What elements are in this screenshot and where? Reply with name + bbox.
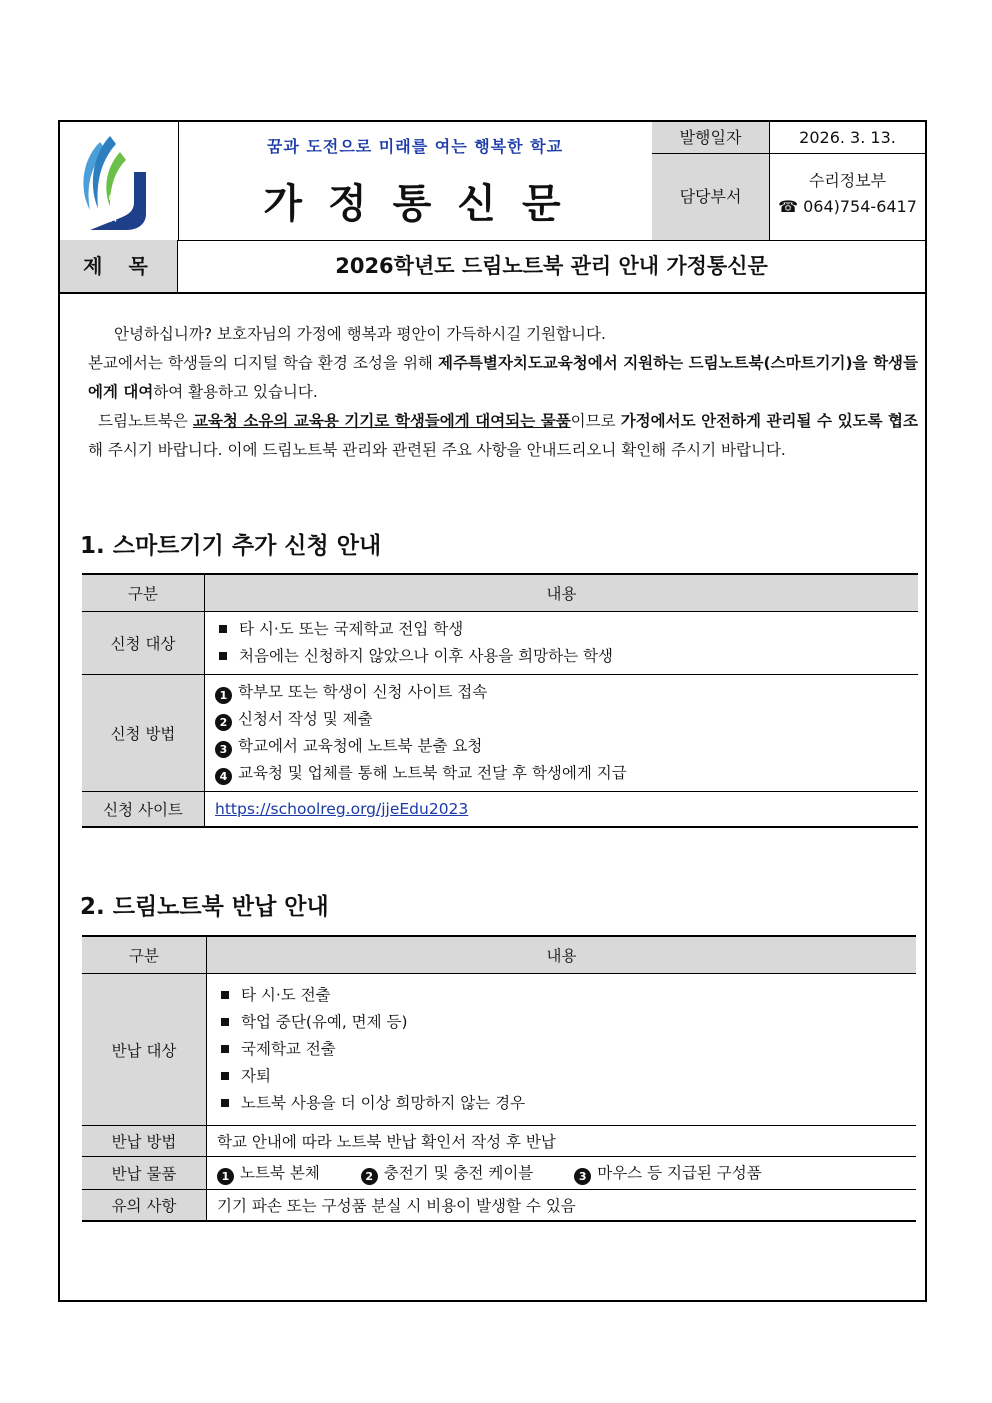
school-logo	[60, 122, 178, 240]
table-row	[82, 675, 918, 792]
row-label: 반납 물품	[82, 1157, 207, 1190]
bullet-icon	[219, 652, 227, 660]
row-content: 타 시·도 전출 학업 중단(유예, 면제 등) 국제학교 전출 자퇴 노트북 사용을 더 이상 희망하지 않는 경우	[207, 974, 917, 1126]
subject-text: 2026학년도 드림노트북 관리 안내 가정통신문	[335, 254, 768, 278]
section1-title: 1. 스마트기기 추가 신청 안내	[80, 533, 382, 559]
row-content: 타 시·도 또는 국제학교 전입 학생 처음에는 신청하지 않았으나 이후 사용을 희망하는 학생	[205, 612, 919, 675]
issue-date: 2026. 3. 13.	[770, 122, 925, 154]
section1-table	[82, 573, 918, 828]
table-header-row	[82, 574, 918, 612]
dept-info	[770, 168, 925, 220]
number-4-icon: 4	[215, 768, 232, 785]
number-2-icon: 2	[215, 714, 232, 731]
col-header-content: 내용	[207, 936, 917, 974]
bullet-icon	[219, 625, 227, 633]
number-1-icon: 1	[217, 1168, 234, 1185]
dept-label: 담당부서	[652, 154, 770, 240]
row-label: 유의 사항	[82, 1190, 207, 1222]
row-content: 기기 파손 또는 구성품 분실 시 비용이 발생할 수 있음	[207, 1190, 917, 1222]
table-row	[82, 1126, 916, 1157]
bullet-icon	[221, 1072, 229, 1080]
bullet-icon	[221, 1045, 229, 1053]
row-label: 신청 대상	[82, 612, 205, 675]
table-row	[82, 612, 918, 675]
table-row	[82, 1190, 916, 1222]
dept-phone: ☎ 064)754-6417	[778, 197, 917, 216]
number-3-icon: 3	[574, 1168, 591, 1185]
dept-name: 수리정보부	[808, 171, 887, 190]
row-content	[205, 792, 919, 828]
logo-text: JNUH	[93, 204, 123, 215]
col-header-category: 구분	[82, 936, 207, 974]
school-logo-cell	[60, 122, 179, 240]
row-label: 신청 방법	[82, 675, 205, 792]
table-header-row	[82, 936, 916, 974]
bullet-icon	[221, 1018, 229, 1026]
number-1-icon: 1	[215, 687, 232, 704]
section2-table	[82, 935, 916, 1222]
logo-year: 1984	[99, 216, 117, 224]
intro-text	[88, 320, 918, 465]
issue-date-label: 발행일자	[652, 122, 770, 154]
subject-label: 제목	[60, 240, 178, 292]
intro-paragraph-3: 드림노트북은 교육청 소유의 교육용 기기로 학생들에게 대여되는 물품이므로 가정에서도 안전하게 관리될 수 있도록 협조해 주시기 바랍니다. 이에 드림노트북 관리와 관련된 주요 사항을 안내드리오니 확인해 주시기 바랍니다.	[88, 412, 918, 459]
newsletter-frame	[58, 120, 927, 1302]
row-label: 신청 사이트	[82, 792, 205, 828]
bullet-icon	[221, 1099, 229, 1107]
school-slogan: 꿈과 도전으로 미래를 여는 행복한 학교	[266, 137, 564, 156]
number-2-icon: 2	[361, 1168, 378, 1185]
row-content: 학교 안내에 따라 노트북 반납 확인서 작성 후 반납	[207, 1126, 917, 1157]
intro-greeting: 안녕하십니까? 보호자님의 가정에 행복과 평안이 가득하시길 기원합니다.	[114, 325, 606, 343]
row-label: 반납 대상	[82, 974, 207, 1126]
svg-text:∩∩: ∩∩	[100, 192, 116, 203]
title-cell	[178, 122, 653, 240]
table-row	[82, 1157, 916, 1190]
bullet-icon	[221, 991, 229, 999]
col-header-content: 내용	[205, 574, 919, 612]
row-content: 1 노트북 본체 2 충전기 및 충전 케이블 3 마우스 등 지급된 구성품	[207, 1157, 917, 1190]
document-title: 가정통신문	[263, 181, 587, 227]
intro-paragraph-2: 본교에서는 학생들의 디지털 학습 환경 조성을 위해 제주특별자치도교육청에서 지원하는 드림노트북(스마트기기)을 학생들에게 대여하여 활용하고 있습니다.	[88, 354, 918, 401]
application-site-link[interactable]: https://schoolreg.org/jjeEdu2023	[215, 800, 469, 818]
col-header-category: 구분	[82, 574, 205, 612]
section2-title: 2. 드림노트북 반납 안내	[80, 894, 329, 920]
row-content: 1 학부모 또는 학생이 신청 사이트 접속 2 신청서 작성 및 제출 3 학교에서 교육청에 노트북 분출 요청 4 교육청 및 업체를 통해 노트북 학교 전달 후 학생에게 지급	[205, 675, 919, 792]
subject-row	[60, 240, 925, 294]
table-row	[82, 792, 918, 828]
row-label: 반납 방법	[82, 1126, 207, 1157]
number-3-icon: 3	[215, 741, 232, 758]
header	[60, 122, 925, 241]
table-row	[82, 974, 916, 1126]
